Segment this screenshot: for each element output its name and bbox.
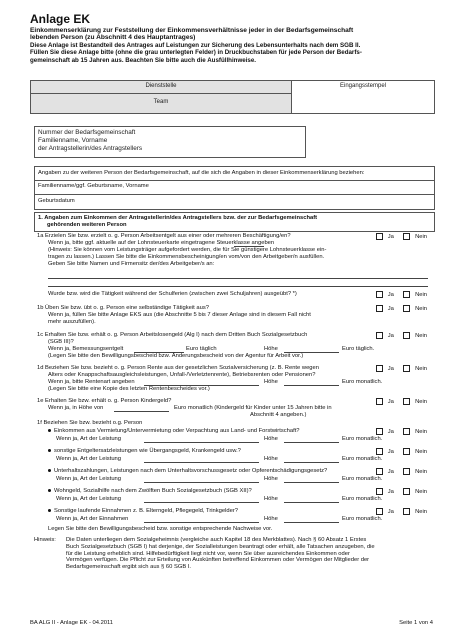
q1c-hoehe-label: Höhe bbox=[264, 346, 278, 352]
dienststelle-label: Dienststelle bbox=[145, 83, 177, 89]
q1d-ja-checkbox[interactable] bbox=[376, 365, 383, 372]
q1a-ja-checkbox[interactable] bbox=[376, 233, 383, 240]
other-person-name-label: Familienname/ggf. Geburtsname, Vorname bbox=[38, 183, 149, 189]
q1e-kindergeld-note-1: Euro monatlich (Kindergeld für Kinder unter 15 Jahren bitte in bbox=[174, 405, 332, 411]
q1f-1-art-field[interactable] bbox=[144, 462, 259, 463]
q1f-3-nein-checkbox[interactable] bbox=[403, 488, 410, 495]
q1d-rentenart-label: Wenn ja, bitte Rentenart angeben bbox=[48, 379, 135, 385]
q1f-item-4-choices: Ja Nein bbox=[373, 508, 427, 516]
q1a-hint-2: tragen zu lassen.) Lassen Sie bitte die Einkommensbescheinigung/en vom/von den Arbeitgeber/n ausfüllen. bbox=[48, 254, 325, 260]
intro-line-1: Diese Anlage ist Bestandteil des Antrages auf Leistungen zur Sicherung des Lebensunterhalts nach dem SGB II. bbox=[30, 41, 361, 49]
q1d-hoehe-label: Höhe bbox=[264, 379, 278, 385]
q1a-ferien-nein-checkbox[interactable] bbox=[403, 291, 410, 298]
q1d-choices: Ja Nein bbox=[373, 365, 427, 373]
q1f-1-ja-checkbox[interactable] bbox=[376, 448, 383, 455]
q1b-ja-checkbox[interactable] bbox=[376, 305, 383, 312]
form-subtitle-2: lebenden Person (zu Abschnitt 4 des Hauptantrages) bbox=[30, 34, 196, 42]
q1f-3-ja-checkbox[interactable] bbox=[376, 488, 383, 495]
q1f-0-nein-checkbox[interactable] bbox=[403, 428, 410, 435]
q1f-item-0-choices: Ja Nein bbox=[373, 428, 427, 436]
q1f-3-hoehe-field[interactable] bbox=[284, 502, 339, 503]
q1f-item-2-choices: Ja Nein bbox=[373, 468, 427, 476]
q1a-choices: Ja Nein bbox=[373, 233, 427, 241]
q1a-steuerklasse-label: Wenn ja, bitte ggf. aktuelle auf der Lohnsteuerkarte eingetragene Steuerklasse angeben bbox=[48, 240, 275, 246]
q1f-1-nein-checkbox[interactable] bbox=[403, 448, 410, 455]
member-applicant-label: der Antragstellerin/des Antragstellers bbox=[38, 145, 143, 152]
section1-heading-1: 1. Angaben zum Einkommen der Antragstellerin/des Antragstellers bzw. der zur Bedarfsgemeinschaft bbox=[38, 215, 318, 221]
member-name-label: Familienname, Vorname bbox=[38, 137, 108, 144]
q1f-item-1-choices: Ja Nein bbox=[373, 448, 427, 456]
office-box bbox=[30, 80, 435, 114]
q1c-question: 1c Erhalten Sie bzw. erhält o. g. Person Arbeitslosengeld (Alg I) nach dem Dritten Buch Sozialgesetzbuch bbox=[37, 332, 308, 338]
q1f-item-4: Sonstige laufende Einnahmen z. B. Elterngeld, Pflegegeld, Trinkgelder? bbox=[48, 508, 238, 515]
q1f-item-1: sonstige Entgeltersatzleistungen wie Übergangsgeld, Krankengeld usw.? bbox=[48, 448, 241, 455]
intro-line-3: gemeinschaft ab 15 Jahren aus. Beachten Sie bitte auch die Ausfüllhinweise. bbox=[30, 56, 257, 64]
q1c-hint: (Legen Sie bitte den Bewilligungsbescheid bzw. Änderungsbescheid von der Agentur für Arbeit vor.) bbox=[48, 353, 304, 359]
section1-heading-box bbox=[34, 212, 435, 232]
q1a-ferien-ja-checkbox[interactable] bbox=[376, 291, 383, 298]
q1f-2-ja-checkbox[interactable] bbox=[376, 468, 383, 475]
q1f-4-ja-checkbox[interactable] bbox=[376, 508, 383, 515]
q1d-question: 1d Beziehen Sie bzw. bezieht o. g. Person Rente aus der gesetzlichen Sozialversicherung (z. B. Rente wegen bbox=[37, 365, 319, 371]
q1b-choices: Ja Nein bbox=[373, 305, 427, 313]
q1d-hint: Alters oder Knappschaftsausgleichsleistungen, Unfall-/Verletztenrente), Betriebsrenten oder Pensionen? bbox=[48, 372, 316, 378]
q1b-question: 1b Üben Sie bzw. übt o. g. Person eine selbständige Tätigkeit aus? bbox=[37, 305, 209, 311]
q1a-ferien-choices: Ja Nein bbox=[373, 291, 427, 299]
q1f-question: 1f Beziehen Sie bzw. bezieht o.g. Person bbox=[37, 420, 143, 426]
q1b-hint-2: mehr auszufüllen). bbox=[48, 319, 96, 325]
q1f-item-0: Einkommen aus Vermietung/Untervermietung oder Verpachtung aus Land- und Forstwirtschaft? bbox=[48, 428, 300, 435]
intro-line-2: Füllen Sie diese Anlage bitte (ohne die grau unterlegten Felder) in Druckbuchstaben für jede Person der Bedarfs- bbox=[30, 49, 362, 57]
q1f-0-art-field[interactable] bbox=[144, 442, 259, 443]
q1a-employer-label: Geben Sie bitte Namen und Firmensitz der/des Arbeitgeber/s an: bbox=[48, 261, 215, 267]
page-title: Anlage EK bbox=[30, 12, 91, 26]
q1f-item-2: Unterhaltszahlungen, Leistungen nach dem Unterhaltsvorschussgesetz oder Opferentschädigungsgesetz? bbox=[48, 468, 327, 475]
member-box[interactable] bbox=[34, 126, 306, 158]
q1e-hoehe-label: Wenn ja, in Höhe von bbox=[48, 405, 104, 411]
q1a-hint-1: (Hinweis: Sie können vom Leistungsträger aufgefordert werden, die für Sie günstigere Lohnsteuerklasse ein- bbox=[48, 247, 327, 253]
q1f-0-ja-checkbox[interactable] bbox=[376, 428, 383, 435]
q1c-euro-label: Euro täglich bbox=[186, 346, 217, 352]
eingangsstempel-label: Eingangsstempel bbox=[339, 83, 387, 89]
q1f-2-hoehe-field[interactable] bbox=[284, 482, 339, 483]
employer-field-2[interactable] bbox=[48, 286, 428, 287]
footer-form-id: BA ALG II - Anlage EK - 04.2011 bbox=[30, 620, 114, 626]
q1d-nein-checkbox[interactable] bbox=[403, 365, 410, 372]
other-person-box[interactable] bbox=[34, 166, 435, 210]
q1f-item-3-choices: Ja Nein bbox=[373, 488, 427, 496]
form-intro bbox=[30, 27, 435, 64]
footer-page-number: Seite 1 von 4 bbox=[399, 620, 433, 626]
q1e-question: 1e Erhalten Sie bzw. erhält o. g. Person Kindergeld? bbox=[37, 398, 172, 404]
q1d-rentenbescheid-hint: (Legen Sie bitte eine Kopie des letzten Rentenbescheides vor.) bbox=[48, 386, 210, 392]
q1f-4-nein-checkbox[interactable] bbox=[403, 508, 410, 515]
hint-label: Hinweis: bbox=[34, 537, 56, 543]
q1f-0-hoehe-field[interactable] bbox=[284, 442, 339, 443]
form-page: Anlage EK Einkommenserklärung zur Feststellung der Einkommensverhältnisse jeder in der Bedarfsgemeinschaft lebenden Person (zu Abschnitt 4 des Hauptantrages) Diese Anlage ist Bestandteil des Antrages auf Leistungen zur Sicherung des Lebensunterhalts nach dem SGB II. Füllen Sie diese Anlage bitte (ohne die grau unterlegten Felder) in Druckbuchstaben für jede Person der Bedarfs- gemeinschaft ab 15 Jahren aus. Beachten Sie bitte auch die Ausfüllhinweise. Dienststelle Team Eingangsstempel Nummer der Bedarfsgemeinschaft Familienname, Vorname der Antragstellerin/des Antragstellers Angaben zu der weiteren Person der Bedarfsgemeinschaft, auf die sich die Angaben in dieser Einkommenserklärung beziehen: Familienname/ggf. Geburtsname, Vorname Geburtsdatum 1. Angaben zum Einkommen der Antragstellerin/des Antragstellers bzw. der zur Bedarfsgemeinschaft gehörenden weiteren Person 1a Erzielen Sie bzw. erzielt o. g. Person Arbeitsentgelt aus einer oder mehreren Beschäftigung/en? Ja Nein Wenn ja, bitte ggf. aktuelle auf der Lohnsteuerkarte eingetragene Steuerklasse angeben (Hinweis: Sie können vom Leistungsträger aufgefordert werden, die für Sie günstigere Lohnsteuerklasse ein- tragen zu lassen.) Lassen Sie bitte die Einkommensbescheinigung/en vom/von den Arbeitgeber/n ausfüllen. Geben Sie bitte Namen und Firmensitz der/des Arbeitgeber/s an: Wurde bzw. wird die Tätigkeit während der Schulferien (zwischen zwei Schuljahren) ausgeübt? *) Ja Nein 1b Üben Sie bzw. übt o. g. Person eine selbständige Tätigkeit aus? Ja Nein Wenn ja, füllen Sie bitte Anlage EKS aus (die Abschnitte 5 bis 7 dieser Anlage sind in diesem Fall nicht mehr auszufüllen). 1c Erhalten Sie bzw. erhält o. g. Person Arbeitslosengeld (Alg I) nach dem Dritten Buch Sozialgesetzbuch (SGB III)? Ja Nein Wenn ja, Bemessungsentgelt Euro täglich Höhe Euro täglich. (Legen Sie bitte den Bewilligungsbescheid bzw. Änderungsbescheid von der Agentur für Arbeit vor.) 1d Beziehen Sie bzw. bezieht o. g. Person Rente aus der gesetzlichen Sozialversicherung (z. B. Rente wegen Ja Nein Alters oder Knappschaftsausgleichsleistungen, Unfall-/Verletztenrente), Betriebsrenten oder Pensionen? Wenn ja, bitte Rentenart angeben Höhe Euro monatlich. (Legen Sie bitte eine Kopie des letzten Rentenbescheides vor.) 1e Erhalten Sie bzw. erhält o. g. Person Kindergeld? Ja Nein Wenn ja, in Höhe von Euro monatlich (Kindergeld für Kinder unter 15 Jahren bitte in Abschnitt 4 angeben.) 1f Beziehen Sie bzw. bezieht o.g. Person Einkommen aus Vermietung/Untervermietung oder Verpachtung aus Land- und Forstwirtschaft? Ja Nein Wenn ja, Art der Leistung Höhe Euro monatlich. sonstige Entgeltersatzleistungen wie Übergangsgeld, Krankengeld usw.? Ja Nein Wenn ja, Art der Leistung Höhe Euro monatlich. Unterhaltszahlungen, Leistungen nach dem Unterhaltsvorschussgesetz oder Opferentschädigungsgesetz? Ja Nein Wenn ja, Art der Leistung Höhe Euro monatlich. Wohngeld, Sozialhilfe nach dem Zwölften Buch Sozialgesetzbuch (SGB XII)? Ja Nein Wenn ja, Art der Leistung Höhe Euro monatlich. Sonstige laufende Einnahmen z. B. Elterngeld, Pflegegeld, Trinkgelder? Ja Nein Wenn ja, Art der Einnahmen Höhe Euro monatlich. Legen Sie bitte den Bewilligungsbescheid bzw. sonstige entsprechende Nachweise vor. Hinweis: Die Daten unterliegen dem Sozialgeheimnis (vergleiche auch Kapitel 18 des Merkblattes). Nach § 60 Absatz 1 Erstes Buch Sozialgesetzbuch (SGB I) hat derjenige, der Sozialleistungen beantragt oder erhält, alle Tatsachen anzugeben, die für die Leistung erheblich sind. Hilfebedürftigkeit liegt nicht vor, wenn Sie über ausreichendes Einkommen oder Vermögen verfügen. Die Pflicht zur Erteilung von Auskünften betreffend Einkommen oder Vermögen der Mitglieder der Bedarfsgemeinschaft ergibt sich aus § 60 SGB I. BA ALG II - Anlage EK - 04.2011 Seite 1 von 4 bbox=[30, 12, 433, 626]
q1c-euro2-label: Euro täglich. bbox=[342, 346, 375, 352]
q1e-nein-checkbox[interactable] bbox=[403, 398, 410, 405]
q1e-ja-checkbox[interactable] bbox=[376, 398, 383, 405]
section1-heading-2: gehörenden weiteren Person bbox=[47, 222, 127, 228]
q1f-item-3: Wohngeld, Sozialhilfe nach dem Zwölften Buch Sozialgesetzbuch (SGB XII)? bbox=[48, 488, 252, 495]
q1a-schulferien-question: Wurde bzw. wird die Tätigkeit während der Schulferien (zwischen zwei Schuljahren) ausgeübt? *) bbox=[48, 291, 297, 297]
q1f-1-hoehe-field[interactable] bbox=[284, 462, 339, 463]
q1d-euro-label: Euro monatlich. bbox=[342, 379, 383, 385]
form-subtitle-1: Einkommenserklärung zur Feststellung der Einkommensverhältnisse jeder in der Bedarfsgemeinschaft bbox=[30, 27, 354, 34]
q1c-nein-checkbox[interactable] bbox=[403, 332, 410, 339]
team-label: Team bbox=[153, 99, 169, 105]
q1c-ja-checkbox[interactable] bbox=[376, 332, 383, 339]
section1-body: 1a Erzielen Sie bzw. erzielt o. g. Person Arbeitsentgelt aus einer oder mehreren Beschäftigung/en? Ja Nein Wenn ja, bitte ggf. aktuelle auf der Lohnsteuerkarte eingetragene Steuerklasse angeben (Hinweis: Sie können vom Leistungsträger aufgefordert werden, die für Sie günstigere Lohnsteuerklasse ein- tragen zu lassen.) Lassen Sie bitte die Einkommensbescheinigung/en vom/von den Arbeitgeber/n ausfüllen. Geben Sie bitte Namen und Firmensitz der/des Arbeitgeber/s an: Wurde bzw. wird die Tätigkeit während der Schulferien (zwischen zwei Schuljahren) ausgeübt? *) Ja Nein 1b Üben Sie bzw. übt o. g. Person eine selbständige Tätigkeit aus? Ja Nein Wenn ja, füllen Sie bitte Anlage EKS aus (die Abschnitte 5 bis 7 dieser Anlage sind in diesem Fall nicht mehr auszufüllen). 1c Erhalten Sie bzw. erhält o. g. Person Arbeitslosengeld (Alg I) nach dem Dritten Buch Sozialgesetzbuch (SGB III)? Ja Nein Wenn ja, Bemessungsentgelt Euro täglich Höhe Euro täglich. (Legen Sie bitte den Bewilligungsbescheid bzw. Änderungsbescheid von der Agentur für Arbeit vor.) 1d Beziehen Sie bzw. bezieht o. g. Person Rente aus der gesetzlichen Sozialversicherung (z. B. Rente wegen Ja Nein Alters oder Knappschaftsausgleichsleistungen, Unfall-/Verletztenrente), Betriebsrenten oder Pensionen? Wenn ja, bitte Rentenart angeben Höhe Euro monatlich. (Legen Sie bitte eine Kopie des letzten Rentenbescheides vor.) 1e Erhalten Sie bzw. erhält o. g. Person Kindergeld? Ja Nein Wenn ja, in Höhe von Euro monatlich (Kindergeld für Kinder unter 15 Jahren bitte in Abschnitt 4 angeben.) 1f Beziehen Sie bzw. bezieht o.g. Person Einkommen aus Vermietung/Untervermietung oder Verpachtung aus Land- und Forstwirtschaft? Ja Nein Wenn ja, Art der Leistung Höhe Euro monatlich. sonstige Entgeltersatzleistungen wie Übergangsgeld, Krankengeld usw.? Ja Nein Wenn ja, Art der Leistung Höhe Euro monatlich. Unterhaltszahlungen, Leistungen nach dem Unterhaltsvorschussgesetz oder Opferentschädigungsgesetz? Ja Nein Wenn ja, Art der Leistung Höhe Euro monatlich. Wohngeld, Sozialhilfe nach dem Zwölften Buch Sozialgesetzbuch (SGB XII)? Ja Nein Wenn ja, Art der Leistung Höhe Euro monatlich. Sonstige laufende Einnahmen z. B. Elterngeld, Pflegegeld, Trinkgelder? Ja Nein Wenn ja, Art der Einnahmen Höhe Euro monatlich. Legen Sie bitte den Bewilligungsbescheid bzw. sonstige entsprechende Nachweise vor. bbox=[37, 233, 427, 532]
q1f-nachweis-note: Legen Sie bitte den Bewilligungsbescheid bzw. sonstige entsprechende Nachweise vor. bbox=[48, 526, 273, 532]
q1f-4-art-field[interactable] bbox=[144, 522, 259, 523]
q1f-2-nein-checkbox[interactable] bbox=[403, 468, 410, 475]
q1a-nein-checkbox[interactable] bbox=[403, 233, 410, 240]
q1c-bemessung-label: Wenn ja, Bemessungsentgelt bbox=[48, 346, 124, 352]
member-number-label: Nummer der Bedarfsgemeinschaft bbox=[38, 129, 136, 136]
other-person-intro: Angaben zu der weiteren Person der Bedarfsgemeinschaft, auf die sich die Angaben in dieser Einkommenserklärung beziehen: bbox=[38, 170, 365, 176]
q1f-4-hoehe-field[interactable] bbox=[284, 522, 339, 523]
q1f-0-wenn-label: Wenn ja, Art der Leistung bbox=[56, 436, 121, 442]
kindergeld-field[interactable] bbox=[114, 411, 169, 412]
rente-hoehe-field[interactable] bbox=[284, 385, 339, 386]
q1e-kindergeld-note-2: Abschnitt 4 angeben.) bbox=[250, 412, 307, 418]
q1e-choices: Ja Nein bbox=[373, 398, 427, 406]
q1c-choices: Ja Nein bbox=[373, 332, 427, 340]
other-person-birth-label: Geburtsdatum bbox=[38, 198, 75, 204]
q1f-2-art-field[interactable] bbox=[144, 482, 259, 483]
employer-field-1[interactable] bbox=[48, 278, 428, 279]
q1a-question: 1a Erzielen Sie bzw. erzielt o. g. Person Arbeitsentgelt aus einer oder mehreren Beschäftigung/en? bbox=[37, 233, 291, 239]
q1b-hint-1: Wenn ja, füllen Sie bitte Anlage EKS aus (die Abschnitte 5 bis 7 dieser Anlage sind in diesem Fall nicht bbox=[48, 312, 311, 318]
q1c-sgb-label: (SGB III)? bbox=[48, 339, 74, 345]
dienststelle-field bbox=[31, 81, 292, 113]
q1b-nein-checkbox[interactable] bbox=[403, 305, 410, 312]
q1f-3-art-field[interactable] bbox=[144, 502, 259, 503]
